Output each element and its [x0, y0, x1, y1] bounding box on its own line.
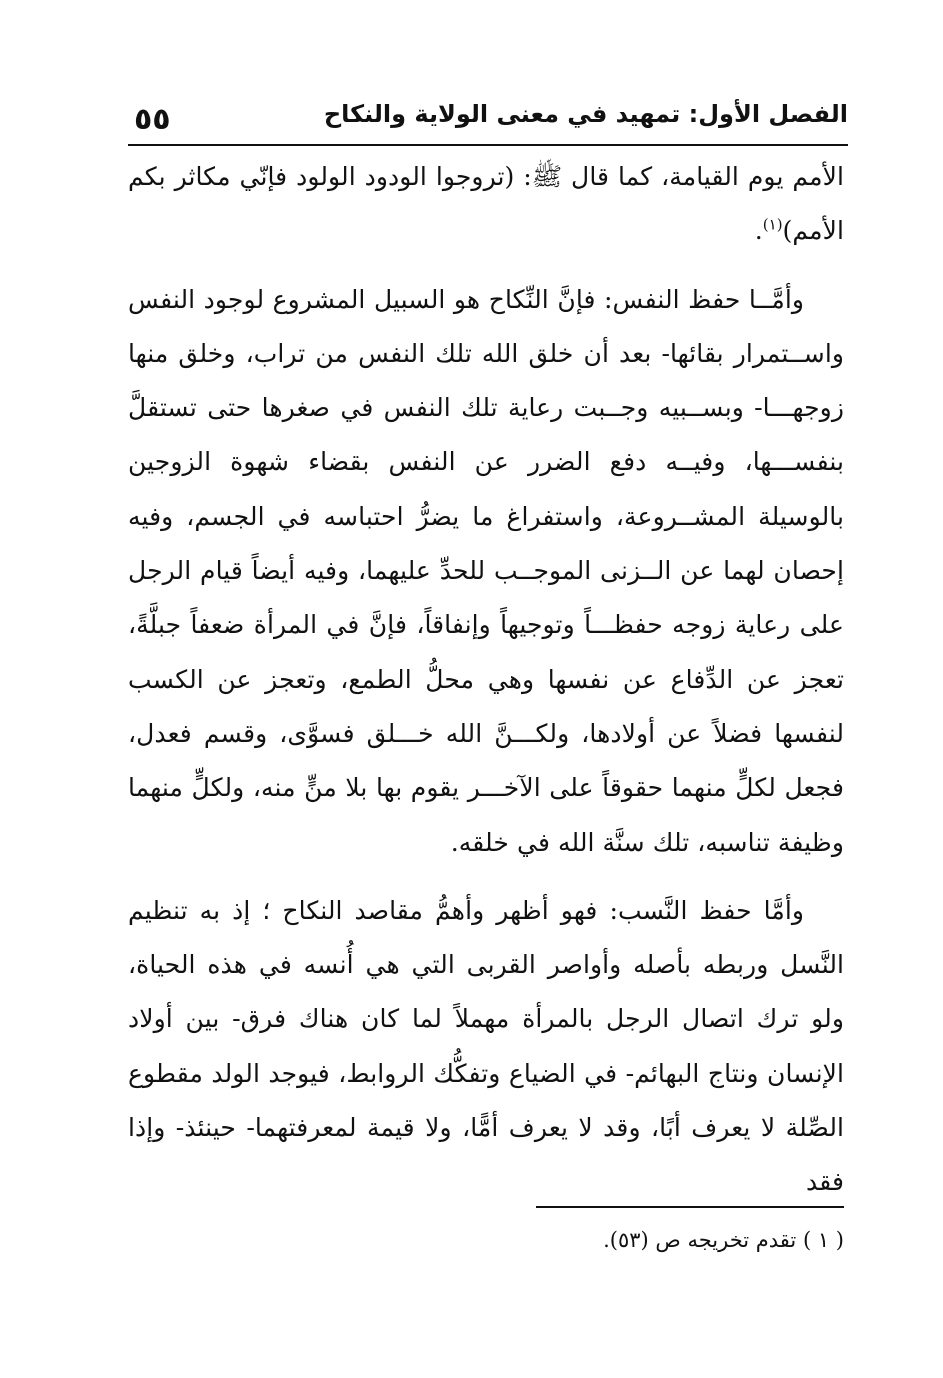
- page-number: ٥٥: [134, 102, 171, 137]
- footnote: [500, 1222, 844, 1258]
- running-title: الفصل الأول: تمهيد في معنى الولاية والنكاح: [323, 100, 848, 128]
- paragraph-2: وأمَّــا حفظ النفس: فإنَّ النِّكاح هو السبيل المشروع لوجود النفس واســتمرار بقائها- بعد أن خلق الله تلك النفس من تراب، وخلق منها زوجهـــا- وبســبيه وجــبت رعاية تلك النفس في صغرها حتى تستقلَّ بنفســـها، وفيــه دفع الضرر عن النفس بقضاء شهوة الزوجين بالوسيلة المشــروعة، واستفراغ ما يضرُّ احتباسه في الجسم، وفيه إحصان لهما عن الــزنى الموجــب للحدِّ عليهما، وفيه أيضاً قيام الرجل على رعاية زوجه حفظـــاً وتوجيهاً وإنفاقاً، فإنَّ في المرأة ضعفاً جبلَّةً، تعجز عن الدِّفاع عن نفسها وهي محلُّ الطمع، وتعجز عن الكسب لنفسها فضلاً عن أولادها، ولكـــنَّ الله خـــلق فسوَّى، وقسم فعدل، فجعل لكلٍّ منهما حقوقاً على الآخـــر يقوم بها بلا منٍّ منه، ولكلٍّ منهما وظيفة تناسبه، تلك سنَّة الله في خلقه.: [128, 284, 844, 857]
- paragraph-3: وأمَّا حفظ النَّسب: فهو أظهر وأهمُّ مقاصد النكاح ؛ إذ به تنظيم النَّسل وربطه بأصله وأواصر القربى التي هي أُنسه في هذه الحياة، ولو ترك اتصال الرجل بالمرأة مهملاً لما كان هناك فرق- بين أولاد الإنسان ونتاج البهائم- في الضياع وتفكُّك الروابط، فيوجد الولد مقطوع الصِّلة لا يعرف أبًا، وقد لا يعرف أمًّا، ولا قيمة لمعرفتهما- حينئذ- وإذا فقد: [128, 895, 844, 1197]
- footnote-text: تقدم تخريجه ص (٥٣).: [603, 1228, 797, 1252]
- footnote-divider: [536, 1206, 844, 1208]
- paragraph-1: [128, 150, 844, 259]
- footnote-marker: ( ١ ): [802, 1228, 844, 1252]
- body-text: [128, 150, 844, 1210]
- footnote-reference: (١): [762, 215, 783, 234]
- page-header: [128, 92, 848, 146]
- paragraph-1-end: .: [754, 216, 763, 246]
- paragraph-1-text: الأمم يوم القيامة، كما قال ﷺ: (تروجوا الودود الولود فإنّي مكاثر بكم الأمم): [128, 162, 844, 246]
